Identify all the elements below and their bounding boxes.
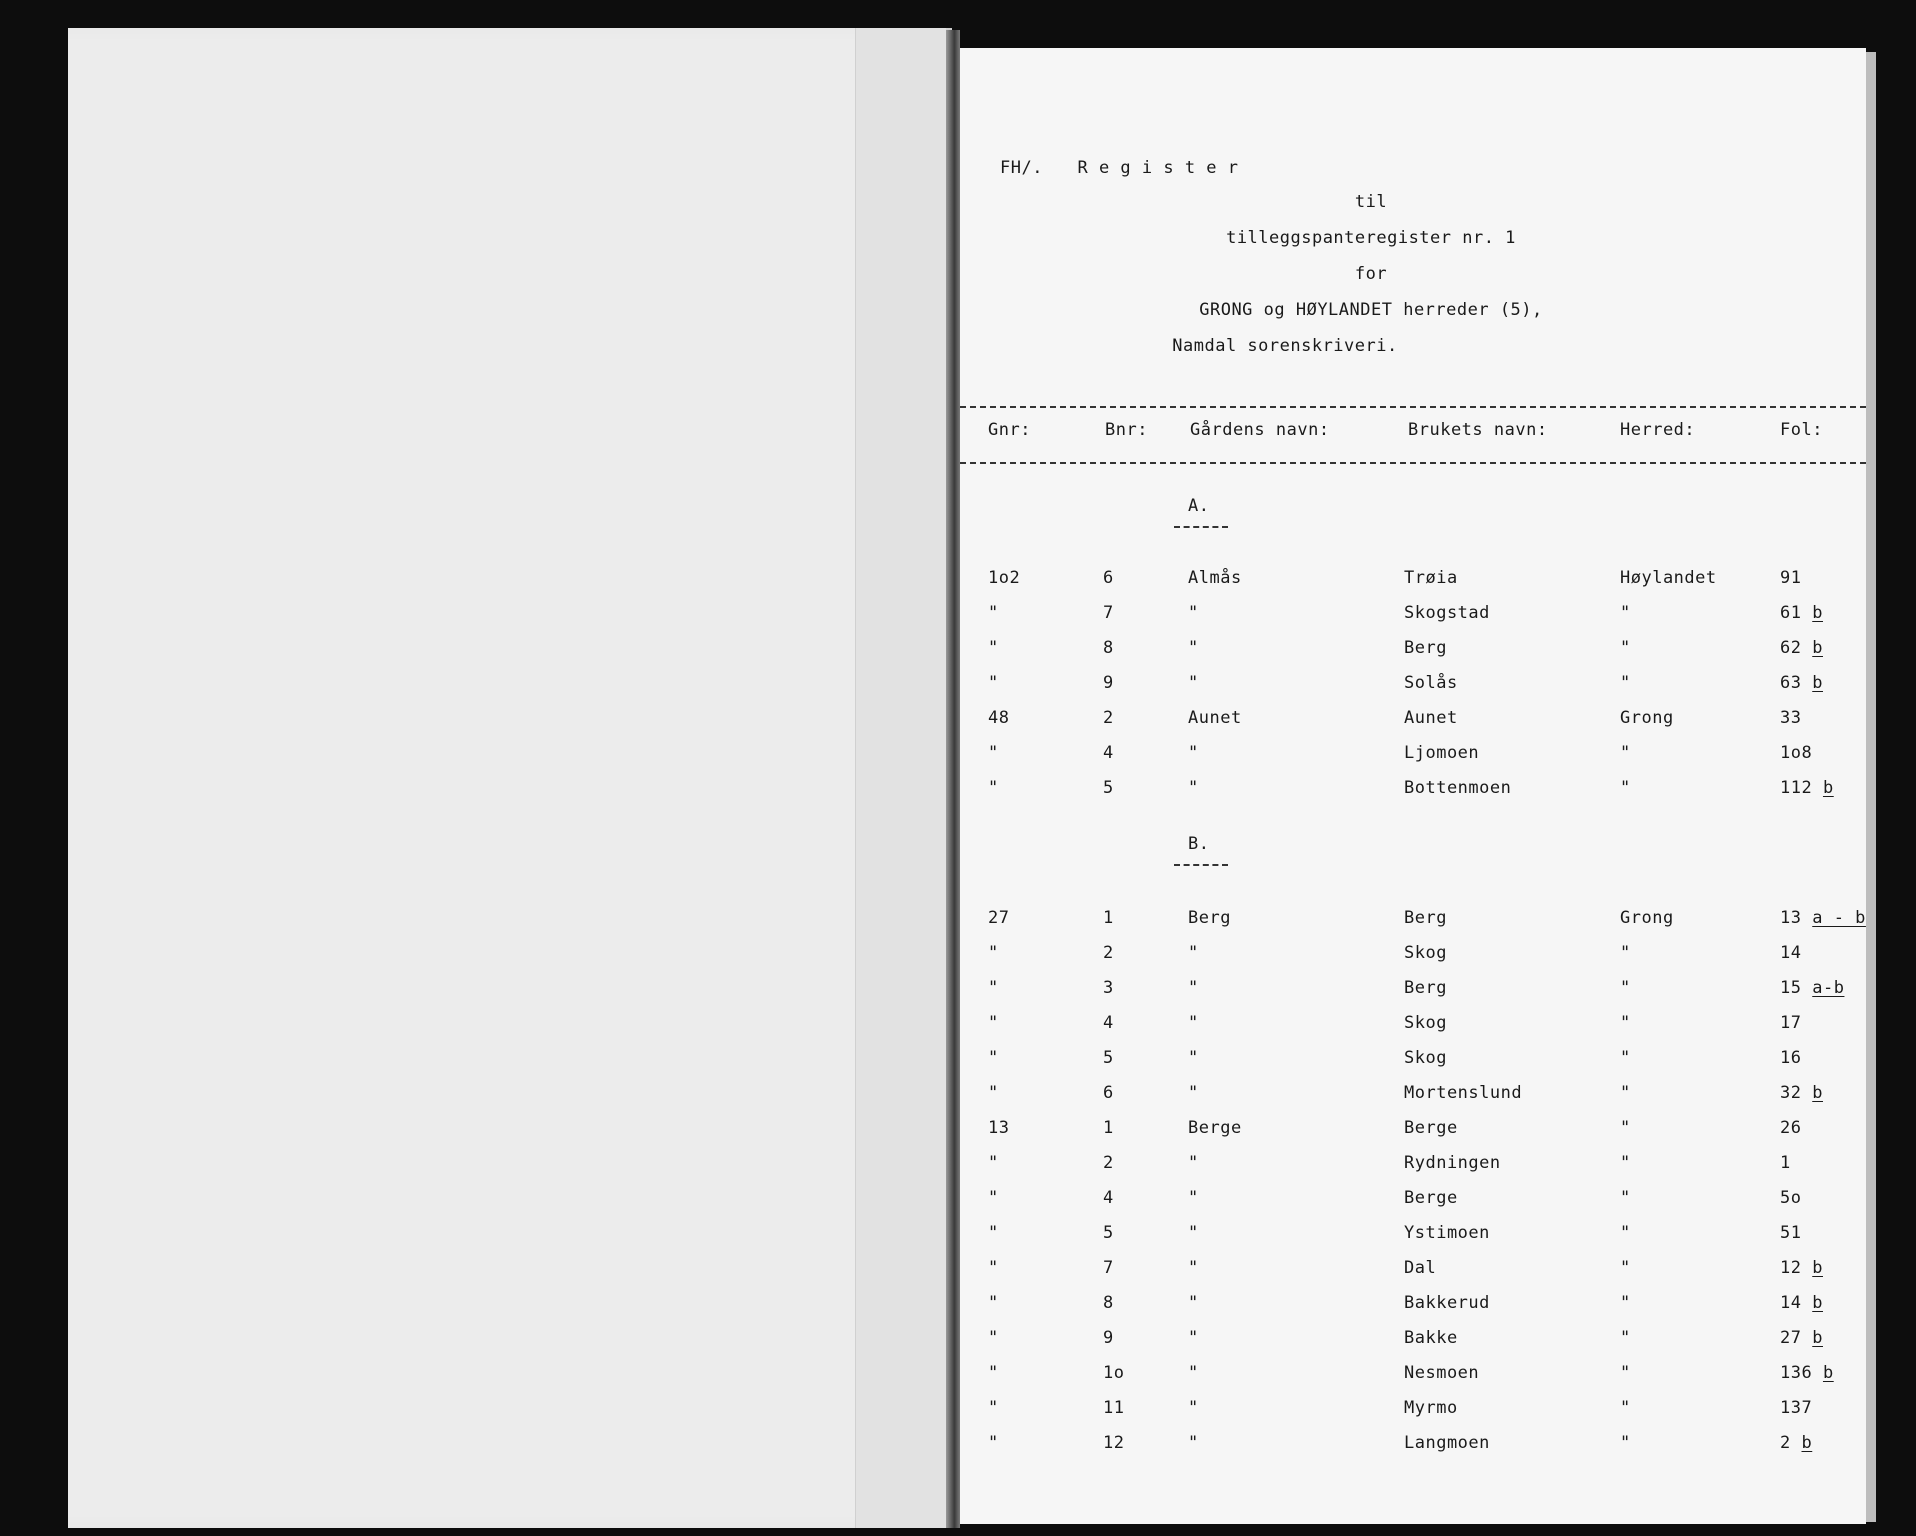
fol-number: 91 bbox=[1780, 568, 1802, 588]
cell-gard: " bbox=[1188, 943, 1199, 963]
fol-number: 14 bbox=[1780, 943, 1802, 963]
cell-fol bbox=[1780, 673, 1823, 693]
cell-bnr: 4 bbox=[1103, 743, 1114, 763]
cell-gard: " bbox=[1188, 638, 1199, 658]
left-blank-page bbox=[68, 28, 952, 1528]
col-brukets-navn: Brukets navn: bbox=[1408, 420, 1548, 440]
title-line-3: tilleggspanteregister nr. 1 bbox=[1226, 228, 1516, 248]
cell-gard: " bbox=[1188, 1398, 1199, 1418]
fol-suffix: b bbox=[1812, 1258, 1823, 1278]
fol-suffix: b bbox=[1812, 603, 1823, 623]
cell-bnr: 2 bbox=[1103, 943, 1114, 963]
fol-number: 61 bbox=[1780, 603, 1802, 623]
cell-gard: " bbox=[1188, 1048, 1199, 1068]
cell-fol bbox=[1780, 1433, 1812, 1453]
fol-number: 14 bbox=[1780, 1293, 1802, 1313]
cell-bnr: 9 bbox=[1103, 1328, 1114, 1348]
cell-bruk: Solås bbox=[1404, 673, 1458, 693]
cell-fol bbox=[1780, 908, 1866, 928]
cell-gard: " bbox=[1188, 1223, 1199, 1243]
cell-fol bbox=[1780, 1013, 1801, 1033]
section-letter: A. bbox=[1188, 496, 1210, 516]
cell-gard: " bbox=[1188, 1328, 1199, 1348]
fol-number: 137 bbox=[1780, 1398, 1813, 1418]
cell-herred: " bbox=[1620, 978, 1631, 998]
cell-bnr: 2 bbox=[1103, 708, 1114, 728]
fol-number: 5o bbox=[1780, 1188, 1802, 1208]
cell-gard: Berg bbox=[1188, 908, 1231, 928]
fol-suffix: a - b bbox=[1812, 908, 1866, 928]
cell-bnr: 3 bbox=[1103, 978, 1114, 998]
cell-gnr: " bbox=[988, 638, 999, 658]
fol-suffix: a-b bbox=[1812, 978, 1845, 998]
fol-number: 33 bbox=[1780, 708, 1802, 728]
cell-fol bbox=[1780, 568, 1801, 588]
section-underline bbox=[1174, 864, 1228, 866]
cell-bnr: 5 bbox=[1103, 778, 1114, 798]
cell-gnr: " bbox=[988, 1398, 999, 1418]
cell-gnr: 27 bbox=[988, 908, 1010, 928]
cell-bruk: Nesmoen bbox=[1404, 1363, 1480, 1383]
cell-gnr: " bbox=[988, 778, 999, 798]
cell-herred: " bbox=[1620, 1363, 1631, 1383]
cell-gard: " bbox=[1188, 743, 1199, 763]
cell-bnr: 12 bbox=[1103, 1433, 1125, 1453]
cell-gnr: " bbox=[988, 1363, 999, 1383]
cell-bnr: 1 bbox=[1103, 1118, 1114, 1138]
cell-herred: " bbox=[1620, 943, 1631, 963]
cell-bnr: 4 bbox=[1103, 1188, 1114, 1208]
fol-suffix: b bbox=[1812, 1328, 1823, 1348]
cell-gnr: 48 bbox=[988, 708, 1010, 728]
cell-bruk: Trøia bbox=[1404, 568, 1458, 588]
fol-number: 62 bbox=[1780, 638, 1802, 658]
cell-herred: " bbox=[1620, 1048, 1631, 1068]
cell-gnr: 1o2 bbox=[988, 568, 1021, 588]
cell-fol bbox=[1780, 978, 1844, 998]
title-line-6: Namdal sorenskriveri. bbox=[1172, 336, 1398, 356]
cell-gard: " bbox=[1188, 1258, 1199, 1278]
cell-herred: " bbox=[1620, 638, 1631, 658]
cell-fol bbox=[1780, 1048, 1801, 1068]
cell-bruk: Ystimoen bbox=[1404, 1223, 1490, 1243]
cell-fol bbox=[1780, 638, 1823, 658]
cell-bnr: 9 bbox=[1103, 673, 1114, 693]
fol-number: 27 bbox=[1780, 1328, 1802, 1348]
cell-gnr: " bbox=[988, 1083, 999, 1103]
cell-bnr: 4 bbox=[1103, 1013, 1114, 1033]
section-underline bbox=[1174, 526, 1228, 528]
cell-herred: " bbox=[1620, 1153, 1631, 1173]
cell-bnr: 8 bbox=[1103, 638, 1114, 658]
binding-strip bbox=[855, 28, 946, 1528]
col-fol: Fol: bbox=[1780, 420, 1823, 440]
fol-suffix: b bbox=[1812, 1083, 1823, 1103]
cell-fol bbox=[1780, 778, 1834, 798]
fol-suffix: b bbox=[1812, 638, 1823, 658]
cell-gard: " bbox=[1188, 603, 1199, 623]
cell-herred: " bbox=[1620, 1258, 1631, 1278]
cell-fol bbox=[1780, 1188, 1801, 1208]
cell-herred: " bbox=[1620, 603, 1631, 623]
cell-gnr: " bbox=[988, 1293, 999, 1313]
cell-herred: " bbox=[1620, 1398, 1631, 1418]
cell-bnr: 5 bbox=[1103, 1048, 1114, 1068]
page-edge bbox=[1866, 52, 1876, 1522]
cell-gnr: " bbox=[988, 1013, 999, 1033]
cell-gnr: " bbox=[988, 1153, 999, 1173]
fol-number: 16 bbox=[1780, 1048, 1802, 1068]
cell-bruk: Berge bbox=[1404, 1118, 1458, 1138]
cell-bruk: Bakkerud bbox=[1404, 1293, 1490, 1313]
fol-number: 136 bbox=[1780, 1363, 1813, 1383]
fol-number: 112 bbox=[1780, 778, 1813, 798]
cell-gard: " bbox=[1188, 1188, 1199, 1208]
cell-bruk: Rydningen bbox=[1404, 1153, 1501, 1173]
cell-bruk: Aunet bbox=[1404, 708, 1458, 728]
cell-gard: " bbox=[1188, 1293, 1199, 1313]
cell-gard: " bbox=[1188, 1363, 1199, 1383]
cell-bnr: 11 bbox=[1103, 1398, 1125, 1418]
fol-number: 51 bbox=[1780, 1223, 1802, 1243]
cell-fol bbox=[1780, 1363, 1834, 1383]
cell-fol bbox=[1780, 708, 1801, 728]
fol-suffix: b bbox=[1812, 673, 1823, 693]
cell-fol bbox=[1780, 1258, 1823, 1278]
cell-fol bbox=[1780, 943, 1801, 963]
cell-herred: " bbox=[1620, 1013, 1631, 1033]
title-line-5: GRONG og HØYLANDET herreder (5), bbox=[1199, 300, 1543, 320]
cell-herred: " bbox=[1620, 1188, 1631, 1208]
cell-bruk: Skog bbox=[1404, 1013, 1447, 1033]
cell-gnr: " bbox=[988, 1188, 999, 1208]
cell-gnr: " bbox=[988, 1433, 999, 1453]
cell-gard: " bbox=[1188, 673, 1199, 693]
cell-gnr: " bbox=[988, 1328, 999, 1348]
cell-bruk: Ljomoen bbox=[1404, 743, 1480, 763]
cell-gard: " bbox=[1188, 1153, 1199, 1173]
cell-gnr: " bbox=[988, 673, 999, 693]
fol-number: 13 bbox=[1780, 908, 1802, 928]
fol-number: 63 bbox=[1780, 673, 1802, 693]
cell-bnr: 2 bbox=[1103, 1153, 1114, 1173]
section-letter: B. bbox=[1188, 834, 1210, 854]
fol-suffix: b bbox=[1822, 778, 1834, 798]
col-bnr: Bnr: bbox=[1105, 420, 1148, 440]
title-line-1: R e g i s t e r bbox=[1077, 158, 1239, 178]
register-page bbox=[960, 48, 1866, 1524]
cell-bruk: Berg bbox=[1404, 638, 1447, 658]
fol-number: 26 bbox=[1780, 1118, 1802, 1138]
fol-suffix: b bbox=[1812, 1293, 1823, 1313]
cell-fol bbox=[1780, 1223, 1801, 1243]
cell-bruk: Skog bbox=[1404, 1048, 1447, 1068]
cell-bruk: Berg bbox=[1404, 908, 1447, 928]
fol-number: 32 bbox=[1780, 1083, 1802, 1103]
cell-gnr: " bbox=[988, 978, 999, 998]
cell-gnr: " bbox=[988, 1258, 999, 1278]
title-line-2: til bbox=[1354, 192, 1388, 212]
cell-gnr: 13 bbox=[988, 1118, 1010, 1138]
cell-bnr: 1o bbox=[1103, 1363, 1125, 1383]
cell-gnr: " bbox=[988, 743, 999, 763]
cell-gnr: " bbox=[988, 943, 999, 963]
cell-bruk: Berg bbox=[1404, 978, 1447, 998]
cell-gnr: " bbox=[988, 1048, 999, 1068]
cell-herred: " bbox=[1620, 1328, 1631, 1348]
cell-bruk: Berge bbox=[1404, 1188, 1458, 1208]
cell-gard: " bbox=[1188, 1083, 1199, 1103]
fol-number: 1 bbox=[1780, 1153, 1791, 1173]
cell-gard: " bbox=[1188, 1433, 1199, 1453]
cell-fol bbox=[1780, 1293, 1823, 1313]
cell-fol bbox=[1780, 1328, 1823, 1348]
cell-bnr: 6 bbox=[1103, 568, 1114, 588]
cell-herred: " bbox=[1620, 1433, 1631, 1453]
cell-gard: Aunet bbox=[1188, 708, 1242, 728]
col-gnr: Gnr: bbox=[988, 420, 1031, 440]
header-rule-bottom bbox=[960, 462, 1866, 464]
fol-number: 15 bbox=[1780, 978, 1802, 998]
cell-fol bbox=[1780, 1118, 1801, 1138]
initials: FH/. bbox=[1000, 158, 1043, 178]
cell-fol bbox=[1780, 743, 1812, 763]
cell-bnr: 7 bbox=[1103, 603, 1114, 623]
cell-herred: " bbox=[1620, 778, 1631, 798]
fol-number: 12 bbox=[1780, 1258, 1802, 1278]
cell-gard: " bbox=[1188, 1013, 1199, 1033]
cell-herred: Grong bbox=[1620, 708, 1674, 728]
cell-bruk: Myrmo bbox=[1404, 1398, 1458, 1418]
cell-bruk: Mortenslund bbox=[1404, 1083, 1523, 1103]
fol-number: 1o8 bbox=[1780, 743, 1813, 763]
cell-bruk: Bottenmoen bbox=[1404, 778, 1512, 798]
fol-suffix: b bbox=[1822, 1363, 1834, 1383]
cell-bnr: 5 bbox=[1103, 1223, 1114, 1243]
cell-bruk: Skog bbox=[1404, 943, 1447, 963]
cell-bnr: 6 bbox=[1103, 1083, 1114, 1103]
fol-suffix: b bbox=[1801, 1433, 1813, 1453]
cell-bnr: 7 bbox=[1103, 1258, 1114, 1278]
cell-herred: " bbox=[1620, 1118, 1631, 1138]
cell-bnr: 8 bbox=[1103, 1293, 1114, 1313]
cell-bruk: Langmoen bbox=[1404, 1433, 1490, 1453]
cell-gard: " bbox=[1188, 978, 1199, 998]
cell-gnr: " bbox=[988, 1223, 999, 1243]
cell-herred: " bbox=[1620, 1223, 1631, 1243]
cell-herred: Grong bbox=[1620, 908, 1674, 928]
cell-bruk: Dal bbox=[1404, 1258, 1437, 1278]
cell-herred: " bbox=[1620, 743, 1631, 763]
cell-herred: Høylandet bbox=[1620, 568, 1717, 588]
fol-number: 2 bbox=[1780, 1433, 1791, 1453]
cell-bruk: Bakke bbox=[1404, 1328, 1458, 1348]
cell-gard: Almås bbox=[1188, 568, 1242, 588]
col-gardens-navn: Gårdens navn: bbox=[1190, 420, 1330, 440]
cell-bnr: 1 bbox=[1103, 908, 1114, 928]
cell-bruk: Skogstad bbox=[1404, 603, 1490, 623]
cell-herred: " bbox=[1620, 1293, 1631, 1313]
cell-fol bbox=[1780, 1153, 1791, 1173]
fol-number: 17 bbox=[1780, 1013, 1802, 1033]
cell-herred: " bbox=[1620, 1083, 1631, 1103]
title-line-4: for bbox=[1354, 264, 1388, 284]
col-herred: Herred: bbox=[1620, 420, 1696, 440]
cell-fol bbox=[1780, 1398, 1812, 1418]
cell-gnr: " bbox=[988, 603, 999, 623]
cell-fol bbox=[1780, 603, 1823, 623]
cell-gard: " bbox=[1188, 778, 1199, 798]
cell-gard: Berge bbox=[1188, 1118, 1242, 1138]
book-spine bbox=[946, 30, 960, 1528]
cell-fol bbox=[1780, 1083, 1823, 1103]
header-rule-top bbox=[960, 406, 1866, 408]
cell-herred: " bbox=[1620, 673, 1631, 693]
